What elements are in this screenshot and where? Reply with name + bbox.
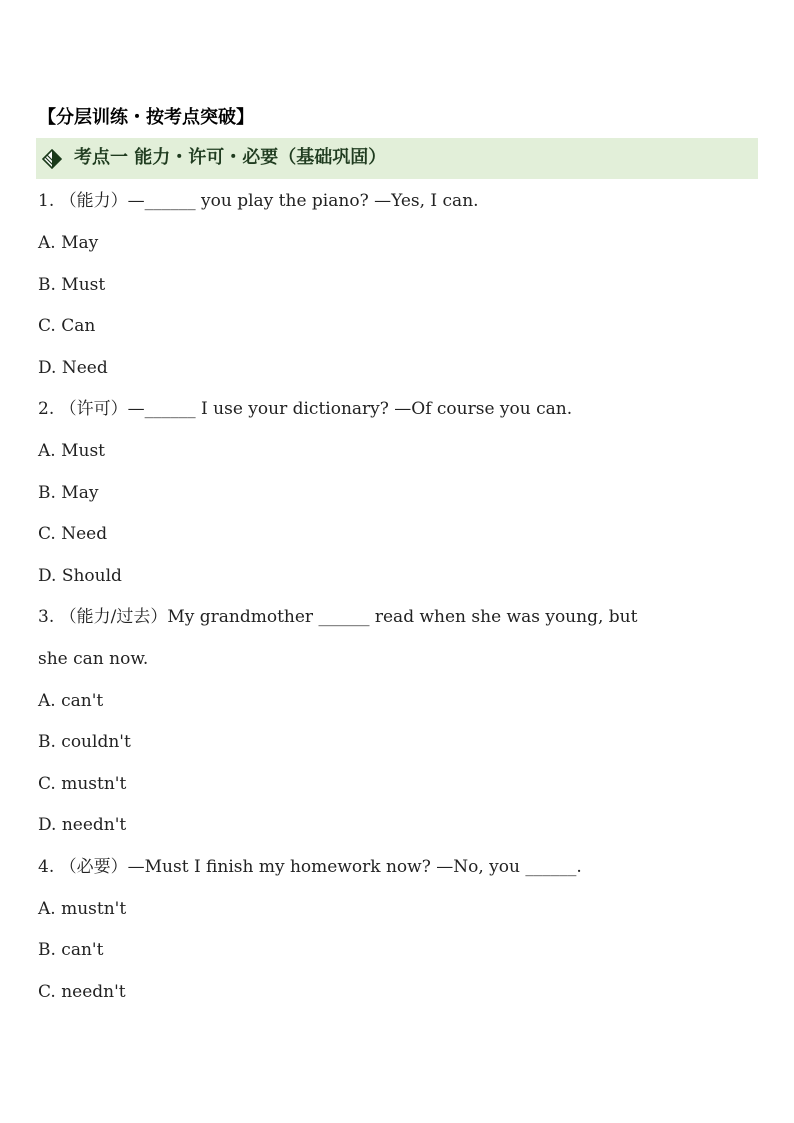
diamond-icon — [42, 149, 62, 169]
question-3-option-d: D. needn't — [38, 815, 127, 835]
question-4-option-a: A. mustn't — [38, 899, 127, 919]
question-1-stem: 1. （能力）—______ you play the piano? —Yes, I can. — [38, 191, 479, 211]
question-3-stem-continued: she can now. — [38, 649, 149, 669]
question-4-stem: 4. （必要）—Must I finish my homework now? —No, you ______. — [38, 857, 582, 877]
question-1-option-b: B. Must — [38, 275, 106, 295]
question-2-option-a: A. Must — [38, 441, 105, 461]
question-3-option-c: C. mustn't — [38, 774, 127, 794]
question-4-option-b: B. can't — [38, 940, 104, 960]
question-3-stem: 3. （能力/过去）My grandmother ______ read when she was young, but — [38, 607, 638, 627]
question-1-option-c: C. Can — [38, 316, 96, 336]
question-3-option-b: B. couldn't — [38, 732, 131, 752]
question-1-option-d: D. Need — [38, 358, 108, 378]
question-2-option-d: D. Should — [38, 566, 122, 586]
section-header — [36, 138, 758, 179]
question-4-option-c: C. needn't — [38, 982, 126, 1002]
question-2-option-c: C. Need — [38, 524, 108, 544]
question-2-option-b: B. May — [38, 483, 99, 503]
question-1-option-a: A. May — [38, 233, 99, 253]
question-3-option-a: A. can't — [38, 691, 104, 711]
section-title: 考点一 能力・许可・必要（基础巩固） — [74, 147, 387, 168]
page-heading: 【分层训练・按考点突破】 — [38, 107, 254, 128]
question-2-stem: 2. （许可）—______ I use your dictionary? —Of course you can. — [38, 399, 573, 419]
